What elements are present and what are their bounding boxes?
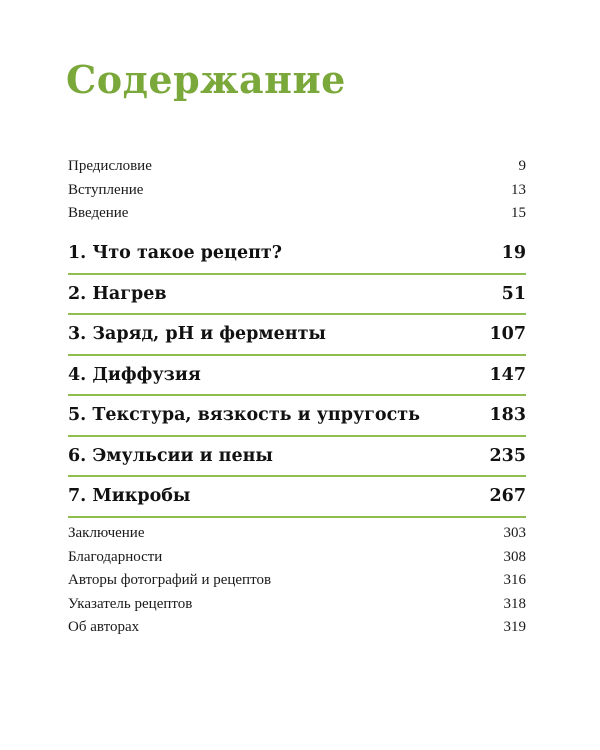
toc-entry-label: Указатель рецептов — [68, 595, 193, 612]
chapter-page: 107 — [489, 324, 526, 345]
chapter-label: 1. Что такое рецепт? — [68, 243, 283, 264]
chapter-label: 5. Текстура, вязкость и упругость — [68, 405, 420, 426]
toc-entry-about-authors[interactable] — [68, 616, 526, 640]
toc-entry-label: Заключение — [68, 525, 145, 541]
toc-entry-label: Авторы фотографий и рецептов — [68, 572, 272, 588]
toc-entry-page: 318 — [503, 595, 526, 612]
toc-entry-acknowledgements[interactable] — [68, 546, 526, 570]
chapter-entry-1[interactable] — [68, 234, 526, 275]
toc-entry-page: 9 — [518, 158, 526, 174]
chapter-label: 7. Микробы — [68, 486, 191, 507]
toc-entry-conclusion[interactable] — [68, 522, 526, 546]
chapter-entry-3[interactable] — [68, 315, 526, 356]
toc-entry-page: 308 — [503, 548, 526, 565]
toc-entry-introduction[interactable] — [68, 202, 526, 226]
toc-entry-page: 316 — [503, 572, 526, 588]
chapter-entry-4[interactable] — [68, 356, 526, 397]
page-title: Содержание — [66, 57, 346, 102]
chapter-label: 4. Диффузия — [68, 364, 201, 385]
chapter-entry-2[interactable] — [68, 275, 526, 316]
front-matter-list — [68, 155, 526, 226]
toc-entry-label: Введение — [68, 205, 129, 221]
toc-entry-foreword[interactable] — [68, 179, 526, 203]
chapter-list — [68, 234, 526, 518]
chapter-entry-6[interactable] — [68, 437, 526, 478]
chapter-page: 19 — [501, 243, 526, 264]
toc-entry-label: Предисловие — [68, 158, 152, 174]
toc-entry-label: Об авторах — [68, 619, 140, 635]
chapter-label: 3. Заряд, pH и ферменты — [68, 324, 326, 345]
chapter-page: 147 — [489, 364, 526, 385]
chapter-entry-7[interactable] — [68, 477, 526, 518]
chapter-page: 51 — [501, 283, 526, 304]
toc-entry-recipe-index[interactable] — [68, 593, 526, 617]
chapter-page: 267 — [489, 486, 526, 507]
chapter-entry-5[interactable] — [68, 396, 526, 437]
toc-entry-page: 303 — [503, 525, 526, 541]
toc-entry-credits[interactable] — [68, 569, 526, 593]
back-matter-list — [68, 522, 526, 640]
toc-entry-preface[interactable] — [68, 155, 526, 179]
chapter-label: 2. Нагрев — [68, 283, 167, 304]
chapter-label: 6. Эмульсии и пены — [68, 445, 273, 466]
chapter-page: 235 — [489, 445, 526, 466]
toc-entry-page: 319 — [503, 619, 526, 635]
toc-entry-page: 15 — [511, 205, 526, 221]
toc-entry-label: Вступление — [68, 181, 144, 198]
chapter-page: 183 — [489, 405, 526, 426]
toc-entry-page: 13 — [511, 181, 526, 198]
toc-entry-label: Благодарности — [68, 548, 163, 565]
